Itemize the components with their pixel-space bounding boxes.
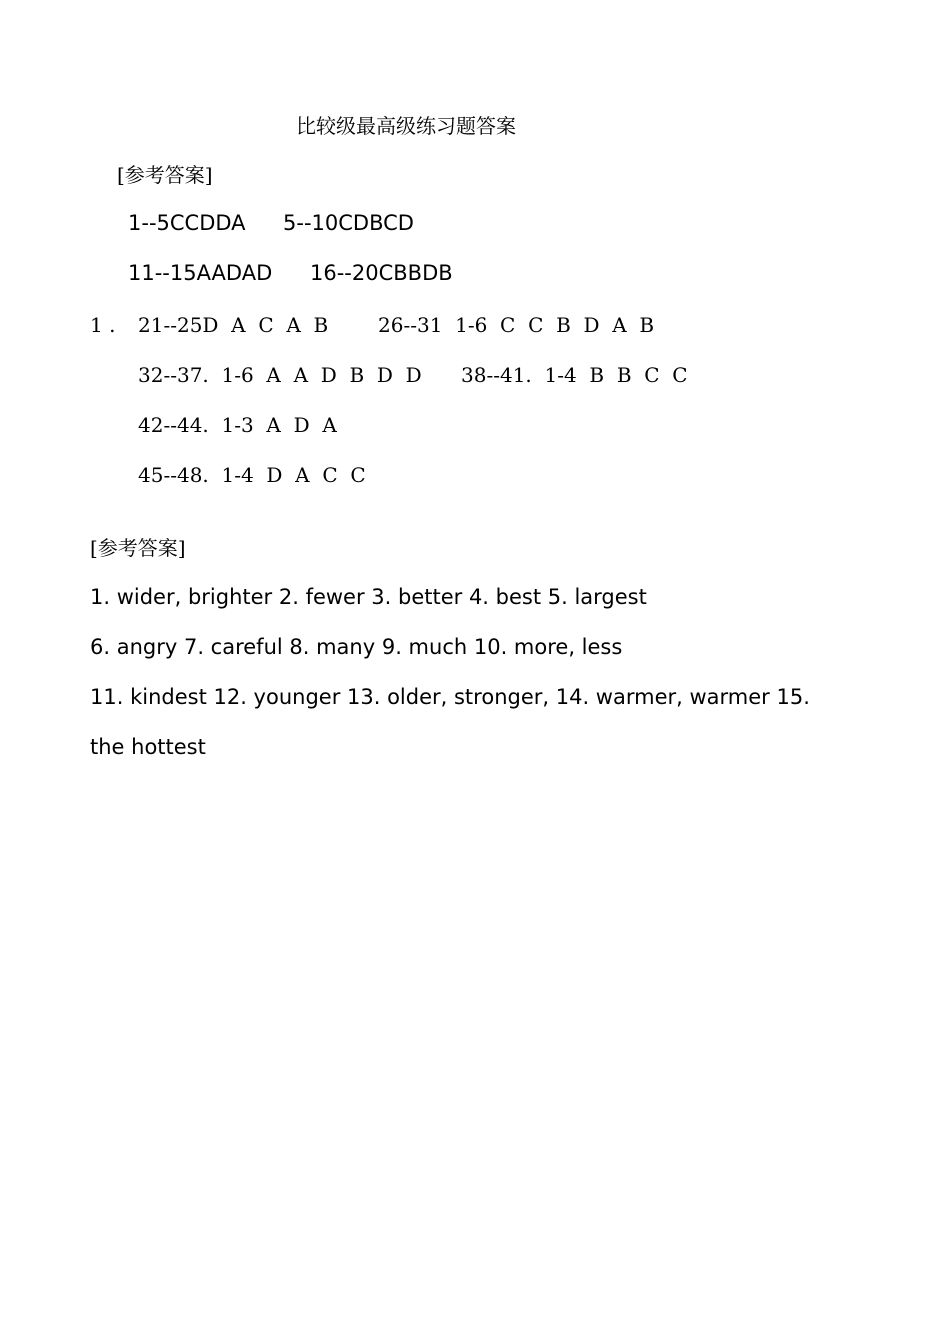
answer-row-3-label: 1 . [90,313,116,337]
fill-answer-line-1: 1. wider, brighter 2. fewer 3. better 4. best 5. largest [90,585,647,609]
answer-row-4a: 32--37. 1-6 A A D B D D [138,363,422,387]
fill-answer-line-3: 11. kindest 12. younger 13. older, stronger, 14. warmer, warmer 15. [90,685,810,709]
section1-heading: [参考答案] [117,163,213,187]
fill-answer-line-2: 6. angry 7. careful 8. many 9. much 10. more, less [90,635,623,659]
answer-row-1b: 5--10CDBCD [283,211,414,235]
answer-row-3b: 26--31 1-6 C C B D A B [378,313,655,337]
answer-row-3a: 21--25D A C A B [138,313,329,337]
answer-row-2b: 16--20CBBDB [310,261,453,285]
answer-row-6: 45--48. 1-4 D A C C [138,463,366,487]
section2-heading: [参考答案] [90,536,186,560]
document-title: 比较级最高级练习题答案 [296,114,516,138]
answer-row-4b: 38--41. 1-4 B B C C [461,363,688,387]
answer-row-5: 42--44. 1-3 A D A [138,413,337,437]
fill-answer-line-4: the hottest [90,735,206,759]
answer-row-2a: 11--15AADAD [128,261,273,285]
answer-row-1a: 1--5CCDDA [128,211,246,235]
